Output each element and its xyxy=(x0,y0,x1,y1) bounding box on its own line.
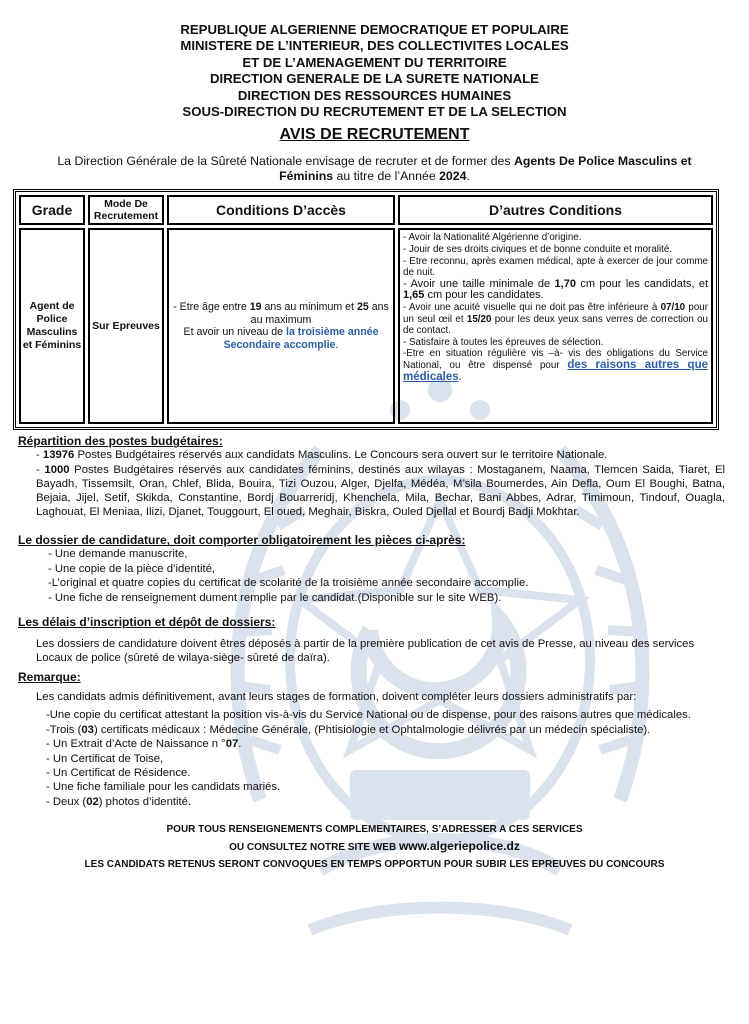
condition-text: -Etre en situation régulière vis –à- vis des obligations du Service National, ou être dispensé pour xyxy=(403,348,708,371)
condition-text: . xyxy=(458,371,462,383)
footer-line xyxy=(10,838,739,856)
remarque-item: - Un Certificat de Toise, xyxy=(46,752,164,765)
condition-item: - Jouir de ses droits civiques et de bonne conduite et moralité. xyxy=(403,244,673,256)
page-title: AVIS DE RECRUTEMENT xyxy=(279,126,470,144)
condition-item xyxy=(403,279,708,302)
condition-text: pour un seul œil et xyxy=(403,302,708,325)
intro-year: 2024 xyxy=(439,169,467,184)
taille-homme: 1,70 xyxy=(554,277,576,290)
remarque-item-text: ) photos d’identité. xyxy=(98,795,192,808)
section-dossier-title: Le dossier de candidature, doit comporter obligatoirement les pièces ci-après: xyxy=(18,533,466,548)
condition-item: - Etre reconnu, après examen médical, apte à exercer de jour comme de nuit. xyxy=(403,255,708,279)
section-delais-title: Les délais d’inscription et dépôt de dossiers: xyxy=(18,615,276,630)
condition-text: cm pour les candidats, et xyxy=(575,277,708,290)
header-line: SOUS-DIRECTION DU RECRUTEMENT ET DE LA SELECTION xyxy=(182,104,567,120)
footer-text: OU CONSULTEZ NOTRE SITE WEB xyxy=(229,842,399,854)
header-autres: D’autres Conditions xyxy=(398,195,713,225)
dossier-item: - Une copie de la pièce d’identité, xyxy=(48,562,216,575)
header-line: REPUBLIQUE ALGERIENNE DEMOCRATIQUE ET POPULAIRE xyxy=(180,22,569,37)
condition-text: - Avoir une taille minimale de xyxy=(403,277,555,290)
footer-block xyxy=(10,821,739,873)
document-page xyxy=(10,22,739,873)
intro-paragraph xyxy=(10,154,739,184)
remarque-item-text: -Trois ( xyxy=(46,723,82,736)
niveau-requis: la troisième année Secondaire accomplie xyxy=(223,326,379,352)
acuite-oeil: 07/10 xyxy=(660,302,686,313)
repartition-text: Postes Budgétaires réservés aux candidats Masculins. Le Concours sera ouvert sur le territoire Nationale. xyxy=(74,449,608,462)
remarque-item: - Un Certificat de Résidence. xyxy=(46,766,191,779)
intro-text: La Direction Générale de la Sûreté Nationale envisage de recruter et de former des xyxy=(57,154,514,169)
intro-text: au titre de l’Année xyxy=(333,169,440,184)
age-max: 25 xyxy=(356,301,369,314)
postes-masculins: 13976 xyxy=(42,449,75,462)
remarque-item-text: - Un Extrait d’Acte de Naissance n ° xyxy=(46,738,226,751)
website-link[interactable]: www.algeriepolice.dz xyxy=(398,839,520,854)
condition-item: - Avoir la Nationalité Algérienne d’origine. xyxy=(403,232,582,244)
acces-text: - Etre âge entre xyxy=(173,301,250,314)
footer-line: POUR TOUS RENSEIGNEMENTS COMPLEMENTAIRES, S’ADRESSER A CES SERVICES xyxy=(166,824,583,836)
condition-item xyxy=(403,348,708,383)
remarque-item xyxy=(46,737,725,751)
cell-grade: Agent de Police Masculins et Féminins xyxy=(19,228,85,424)
delais-text: Les dossiers de candidature doivent êtres déposés à partir de la première publication de cet avis de Presse, au niveau des services Locaux de police (sûreté de wilaya-siège- sûreté de daïra). xyxy=(36,638,695,665)
photos-count: 02 xyxy=(86,795,99,808)
cell-acces xyxy=(167,228,395,424)
repartition-text: Postes Budgétaires réservés aux candidates féminins, destinés aux wilayas : Mostaganem, Naama, Tlemcen Saida, Tiaret, El Bayadh, Tissemsilt, Oran, Chlef, Blida, Bouira, Tizi Ouzou, Alger, Djelfa, Médéa, M’sila Boumerdes, Ain Defla, Oum El Boughi, Batna, Bejaia, Jijel, Setif, Skikda, Constantine, Bordj Bouarreridj, Khenchela, Mila, Bechar, Bani Abbes, Adrar, Timimoun, Tindouf, Ouagla, Laghouat, El Meniaa, Ilizi, Djanet, Touggourt, El oued, Meghair, Biskra, Ouled Djellal et Bourdj Badji Mokhtar. xyxy=(36,463,725,519)
header-line: DIRECTION GENERALE DE LA SURETE NATIONALE xyxy=(210,71,539,87)
dossier-item: -L’original et quatre copies du certificat de scolarité de la troisième année secondaire accomplie. xyxy=(48,577,529,590)
taille-femme: 1,65 xyxy=(403,289,425,302)
header-line: DIRECTION DES RESSOURCES HUMAINES xyxy=(237,87,512,103)
intro-text: . xyxy=(466,169,470,184)
remarque-item: - Une fiche familiale pour les candidats mariés. xyxy=(46,781,281,794)
condition-item: - Satisfaire à toutes les épreuves de sélection. xyxy=(403,336,604,348)
acces-text: . xyxy=(335,339,339,352)
dossier-item: - Une fiche de renseignement dument remplie par le candidat.(Disponible sur le site WEB). xyxy=(48,591,502,604)
remarque-item-text: ) certificats médicaux : Médecine Générale, (Phtisiologie et Ophtalmologie délivrés par un médecin spécialiste). xyxy=(93,723,651,736)
intro-agents: Agents De Police Masculins et Féminins xyxy=(279,154,692,184)
repartition-masculin: - 13976 Postes Budgétaires réservés aux candidats Masculins. Le Concours sera ouvert sur le territoire Nationale. xyxy=(36,449,608,462)
header-mode: Mode De Recrutement xyxy=(88,195,164,225)
header-block xyxy=(10,22,739,120)
raisons-non-medicales: des raisons autres que médicales xyxy=(403,358,708,383)
age-min: 19 xyxy=(249,301,262,314)
condition-text: - Avoir une acuité visuelle qui ne doit pas être inférieure à xyxy=(403,302,661,313)
header-grade: Grade xyxy=(19,195,85,225)
acces-text: Et avoir un niveau de xyxy=(183,326,287,339)
acces-text: ans au maximum xyxy=(250,301,389,326)
cell-mode: Sur Epreuves xyxy=(88,228,164,424)
repartition-feminin: - 1000 Postes Budgétaires réservés aux candidates féminins, destinés aux wilayas : Mostaganem, Naama, Tlemcen Saida, Tiaret, El Bayadh, Tissemsilt, Oran, Chlef, Blida, Bouira, Tizi Ouzou, Alger, Djelfa, Médéa, M’sila Boumerdes, Ain Defla, Oum El Boughi, Batna, Bejaia, Jijel, Setif, Skikda, Constantine, Bordj Bouarreridj, Khenchela, Mila, Bechar, Bani Abbes, Adrar, Timimoun, Tindouf, Ouagla, Laghouat, El Meniaa, Ilizi, Djanet, Touggourt, El oued, Meghair, Biskra, Ouled Djellal et Bourdj Badji Mokhtar. xyxy=(36,463,725,519)
section-repartition-title: Répartition des postes budgétaires: xyxy=(18,434,223,449)
condition-item xyxy=(403,302,708,337)
footer-line: LES CANDIDATS RETENUS SERONT CONVOQUES EN TEMPS OPPORTUN POUR SUBIR LES EPREUVES DU CONCOURS xyxy=(84,859,665,871)
header-line: MINISTERE DE L’INTERIEUR, DES COLLECTIVITES LOCALES xyxy=(180,38,569,54)
remarque-item-text: . xyxy=(238,738,242,751)
cell-autres xyxy=(398,228,713,424)
header-line: ET DE L’AMENAGEMENT DU TERRITOIRE xyxy=(242,54,507,70)
acuite-yeux: 15/20 xyxy=(466,313,492,325)
condition-text: pour les deux yeux sans verres de correction ou de contact. xyxy=(403,313,708,337)
remarque-item xyxy=(46,723,725,737)
acces-text: ans au minimum et xyxy=(261,301,357,314)
remarque-text: Les candidats admis définitivement, avant leurs stages de formation, doivent compléter leurs dossiers administratifs par: xyxy=(36,690,637,703)
remarque-item xyxy=(46,795,725,809)
dossier-item: - Une demande manuscrite, xyxy=(48,548,188,561)
acte-numero: 07 xyxy=(225,738,239,751)
certificats-count: 03 xyxy=(81,723,94,736)
section-remarque-title: Remarque: xyxy=(18,669,81,684)
condition-text: cm pour les candidates. xyxy=(424,289,544,302)
postes-feminins: 1000 xyxy=(44,463,70,476)
remarque-item-text: - Deux ( xyxy=(46,795,87,808)
conditions-table xyxy=(13,189,719,430)
header-acces: Conditions D’accès xyxy=(167,195,395,225)
remarque-item: -Une copie du certificat attestant la position vis-à-vis du Service National ou de dispense, pour des raisons autres que médicales. xyxy=(46,709,691,722)
